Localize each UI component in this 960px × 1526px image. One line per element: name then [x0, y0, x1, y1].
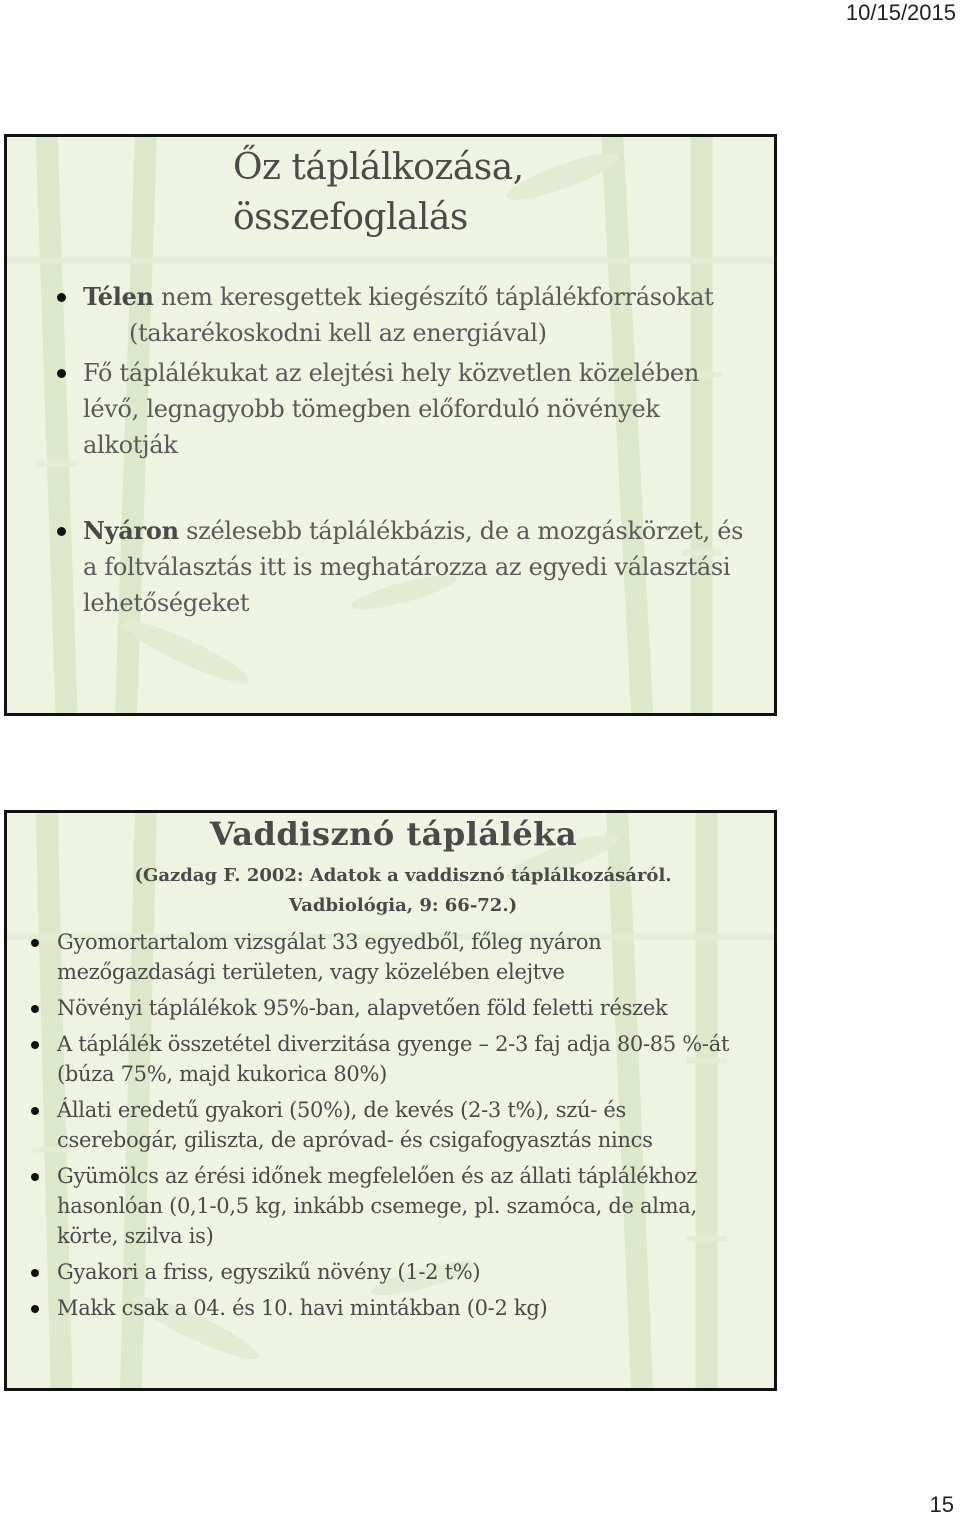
bullet-icon [31, 1005, 39, 1013]
bullet-lead: Télen [83, 282, 154, 311]
bullet-text: Növényi táplálékok 95%-ban, alapvetően föld feletti részek [57, 996, 668, 1020]
bullet-icon [57, 293, 66, 302]
bullet-text: A táplálék összetétel diverzitása gyenge – 2-3 faj adja 80-85 %-át (búza 75%, majd kukorica 80%) [57, 1032, 730, 1086]
bullet-icon [57, 369, 66, 378]
list-item [53, 513, 753, 621]
list-item [29, 1095, 749, 1155]
page-number: 15 [929, 1492, 954, 1517]
list-item [53, 355, 753, 463]
bullet-text: Gyümölcs az érési időnek megfelelően és az állati táplálékhoz hasonlóan (0,1-0,5 kg, inkább csemege, pl. szamóca, de alma, körte, szilva is) [57, 1164, 698, 1248]
bullet-text: Makk csak a 04. és 10. havi mintákban (0-2 kg) [57, 1296, 548, 1320]
bullet-icon [31, 939, 39, 947]
bullet-text: nem keresgettek kiegészítő táplálékforrásokat [153, 283, 714, 311]
bullet-text: Állati eredetű gyakori (50%), de kevés (2-3 t%), szú- és cserebogár, giliszta, de apróvad- és csigafogyasztás nincs [57, 1098, 653, 1152]
bullet-icon [31, 1173, 39, 1181]
slide1-title [233, 143, 524, 243]
bullet-icon [57, 527, 66, 536]
bullet-text: Gyakori a friss, egyszikű növény (1-2 t%) [57, 1260, 481, 1284]
bullet-text: Gyomortartalom vizsgálat 33 egyedből, főleg nyáron mezőgazdasági területen, vagy közelében elejtve [57, 930, 602, 984]
bullet-text: szélesebb táplálékbázis, de a mozgáskörzet, és a foltválasztás itt is meghatározza az egyedi választási lehetőségeket [83, 517, 744, 617]
slide1-bullet-list [53, 279, 753, 621]
slide1-title-line2: összefoglalás [233, 197, 468, 238]
slide-ozt-taplalkozasa [4, 134, 777, 716]
slide1-title-line1: Őz táplálkozása, [233, 147, 524, 188]
list-item [29, 927, 749, 987]
slide-vaddiszno-taplaleka [4, 810, 777, 1391]
bullet-text: Fő táplálékukat az elejtési hely közvetlen közelében lévő, legnagyobb tömegben előforduló növények alkotják [83, 359, 699, 459]
bullet-sub-text: (takarékoskodni kell az energiával) [129, 319, 547, 347]
slide2-citation: (Gazdag F. 2002: Adatok a vaddisznó táplálkozásáról. Vadbiológia, 9: 66-72.) [134, 865, 672, 916]
slide2-bullet-list [29, 927, 749, 1329]
list-item [53, 279, 753, 351]
bullet-icon [31, 1269, 39, 1277]
list-item [29, 1029, 749, 1089]
list-item [29, 1161, 749, 1251]
slide2-title: Vaddisznó tápláléka [209, 815, 578, 853]
list-item [29, 993, 749, 1023]
bullet-icon [31, 1107, 39, 1115]
page-date: 10/15/2015 [845, 0, 956, 25]
bullet-lead: Nyáron [83, 516, 179, 545]
bullet-icon [31, 1041, 39, 1049]
list-item [29, 1257, 749, 1287]
list-item [29, 1293, 749, 1323]
bullet-icon [31, 1305, 39, 1313]
